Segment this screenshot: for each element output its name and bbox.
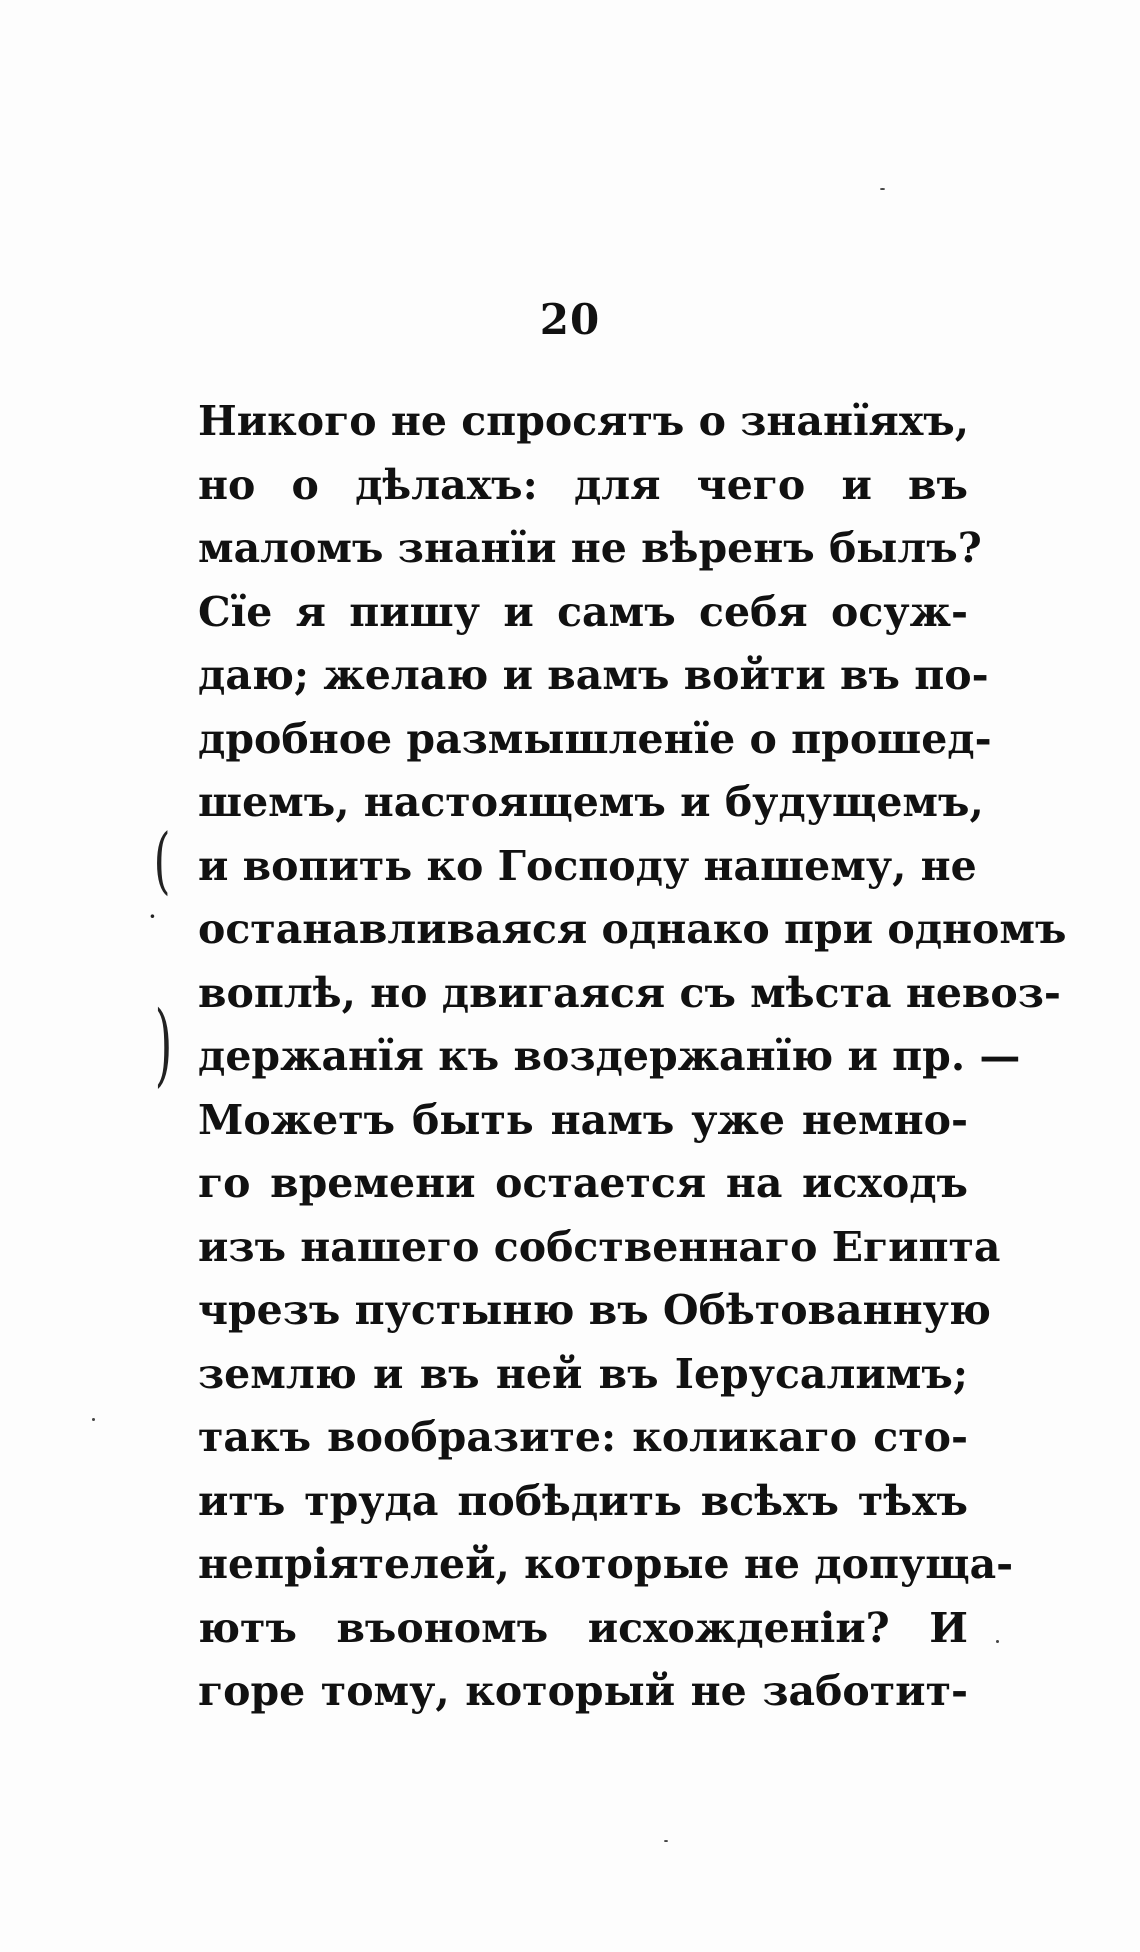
page-number: 20 [539, 295, 601, 344]
text-line-14: изъ нашего собственнаго Египта [198, 1222, 1001, 1271]
margin-bracket-close: ) [154, 992, 173, 1097]
margin-dot: · [148, 900, 157, 933]
paper-speck [880, 188, 885, 190]
text-line-18: итъ труда побѣдить всѣхъ тѣхъ [198, 1476, 968, 1525]
text-line-20: ютъ въономъ исхожденiи? И [198, 1603, 968, 1652]
text-line-10: воплѣ, но двигаяся съ мѣста невоз- [198, 968, 1061, 1017]
paper-speck [664, 1840, 668, 1842]
text-line-5: даю; желаю и вамъ войти въ по- [198, 651, 989, 699]
paper-speck [92, 1418, 95, 1421]
text-line-16: землю и въ ней въ Іерусалимъ; [198, 1349, 968, 1398]
paper-speck [996, 1640, 999, 1643]
text-line-12: Можетъ быть намъ уже немно- [198, 1095, 968, 1144]
text-line-9: останавливаяся однако при одномъ [198, 905, 1067, 953]
margin-bracket-open: ( [153, 818, 171, 902]
text-line-15: чрезъ пустыню въ Обѣтованную [198, 1286, 991, 1334]
text-line-1: Никого не спросятъ о знанїяхъ, [198, 397, 969, 445]
text-line-7: шемъ, настоящемъ и будущемъ, [198, 778, 984, 826]
text-line-3: маломъ знанїи не вѣренъ былъ? [198, 524, 982, 572]
text-line-19: непрiятелей, которые не допуща- [198, 1540, 1014, 1588]
text-line-11: держанїя къ воздержанїю и пр. — [198, 1032, 1021, 1080]
text-line-21: горе тому, который не заботит- [198, 1667, 968, 1715]
text-line-2: но о дѣлахъ: для чего и въ [198, 460, 968, 509]
text-line-17: такъ вообразите: коликаго сто- [198, 1413, 968, 1461]
text-line-6: дробное размышленїе о прошед- [198, 714, 992, 763]
body-text [198, 390, 1067, 1724]
text-line-13: го времени остается на исходъ [198, 1159, 968, 1207]
text-line-4: Сїе я пишу и самъ себя осуж- [198, 587, 968, 636]
text-line-8: и вопить ко Господу нашему, не [198, 841, 977, 890]
